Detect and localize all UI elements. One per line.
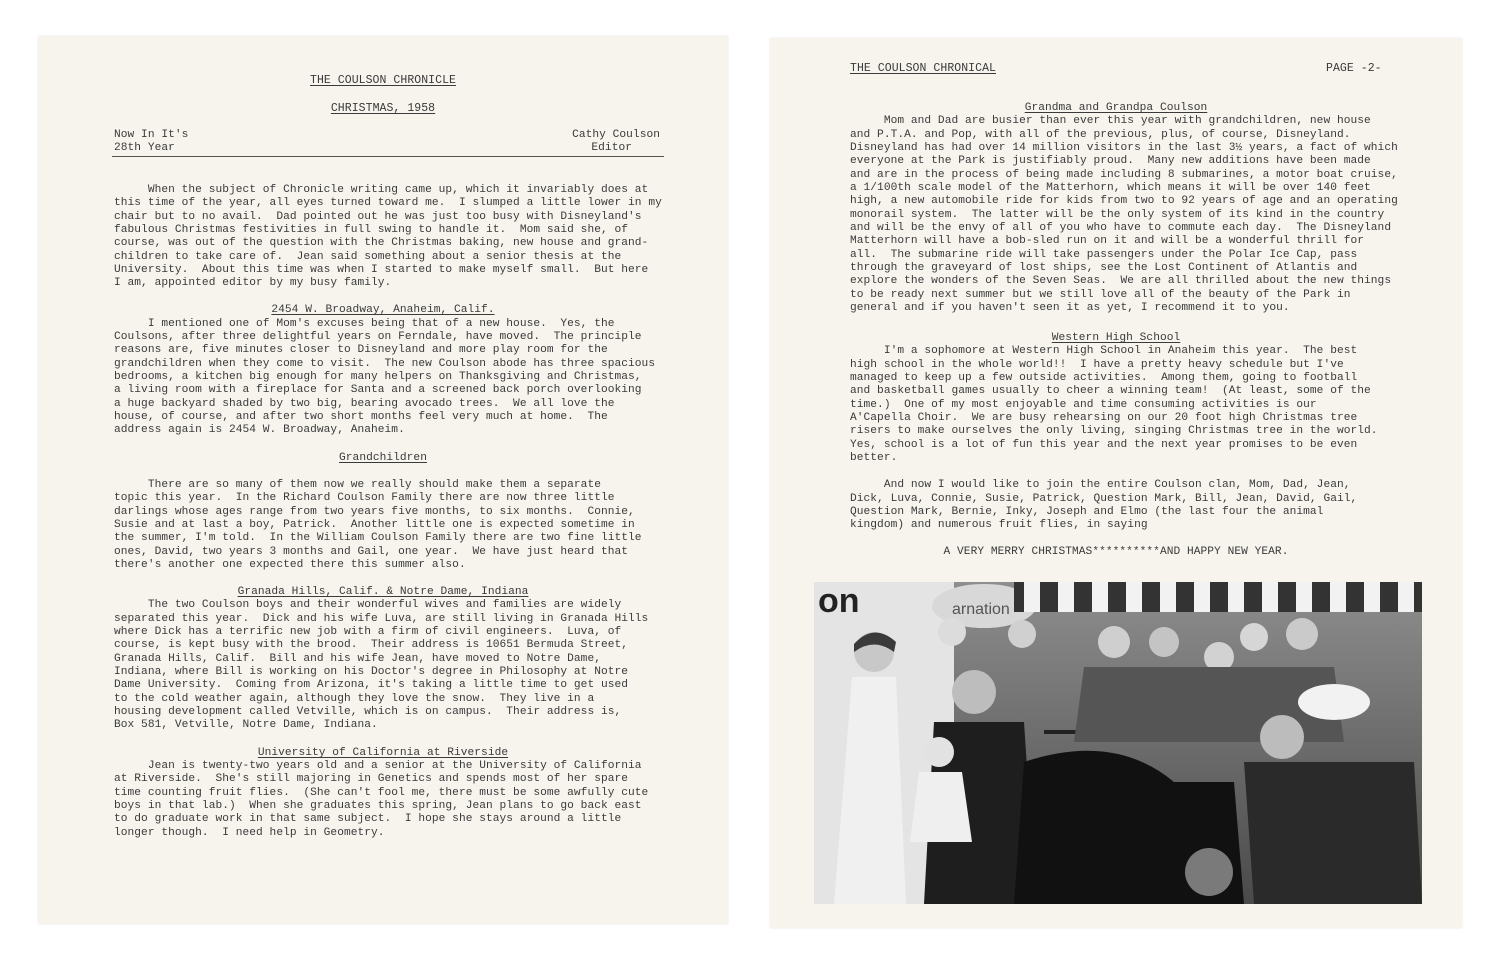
text-line: I'm a sophomore at Western High School in Anaheim this year. The best — [850, 345, 1358, 357]
family-photo — [814, 582, 1422, 904]
newsletter-page-1 — [38, 36, 728, 924]
text-line: Box 581, Vetville, Notre Dame, Indiana. — [114, 719, 378, 731]
text-line: longer though. I need help in Geometry. — [114, 827, 385, 839]
text-line: course, was out of the question with the Christmas baking, new house and grand- — [114, 237, 649, 249]
text-line: chair but to no avail. Dad pointed out he was just too busy with Disneyland's — [114, 211, 642, 223]
text-line: darlings whose ages range from two years five months, to six months. Connie, — [114, 506, 635, 518]
text-line: and will be the envy of all of you who have to commute each day. The Disneyland — [850, 222, 1392, 234]
text-line: a living room with a fireplace for Santa and a screened back porch overlooking — [114, 384, 642, 396]
text-line: to the cold weather again, although they love the snow. They live in a — [114, 693, 595, 705]
text-line: time.) One of my most enjoyable and time consuming activities is our — [850, 399, 1317, 411]
text-line: bedrooms, a kitchen big enough for many helpers on Thanksgiving and Christmas, — [114, 371, 642, 383]
volume-line-1: Now In It's — [114, 129, 189, 141]
holiday-greeting: A VERY MERRY CHRISTMAS**********AND HAPPY NEW YEAR. — [943, 546, 1289, 558]
text-line: grandchildren when they come to visit. The new Coulson abode has three spacious — [114, 358, 656, 370]
text-line: reasons are, five minutes closer to Disneyland and more play room for the — [114, 344, 608, 356]
text-line: risers to make ourselves the only living, singing Christmas tree in the world. — [850, 425, 1378, 437]
photo-sign-text: on — [818, 582, 860, 620]
text-line: managed to keep up a few outside activities. Among them, going to football — [850, 372, 1358, 384]
text-line: Granada Hills, Calif. Bill and his wife Jean, have moved to Notre Dame, — [114, 653, 601, 665]
text-line: The two Coulson boys and their wonderful wives and families are widely — [114, 599, 622, 611]
newsletter-date: CHRISTMAS, 1958 — [330, 102, 436, 115]
text-line: high school in the whole world!! I have a pretty heavy schedule but I've — [850, 359, 1344, 371]
text-line: Indiana, where Bill is working on his Doctor's degree in Philosophy at Notre — [114, 666, 629, 678]
text-line: Susie and at last a boy, Patrick. Another little one is expected sometime in — [114, 519, 635, 531]
text-line: kingdom) and numerous fruit flies, in saying — [850, 519, 1148, 531]
text-line: at Riverside. She's still majoring in Genetics and spends most of her spare — [114, 773, 629, 785]
text-line: children to take care of. Jean said something about a senior thesis at the — [114, 251, 622, 263]
text-line: Dame University. Coming from Arizona, it's taking a little time to get used — [114, 679, 629, 691]
text-line: to be ready next summer but we still love all of the beauty of the Park in — [850, 289, 1351, 301]
text-line: And now I would like to join the entire Coulson clan, Mom, Dad, Jean, — [850, 479, 1351, 491]
text-line: this time of the year, all eyes turned toward me. I slumped a little lower in my — [114, 197, 662, 209]
text-line: A'Capella Choir. We are busy rehearsing on our 20 foot high Christmas tree — [850, 412, 1358, 424]
text-line: there's another one expected there this summer also. — [114, 559, 466, 571]
section-heading: Grandchildren — [339, 452, 427, 464]
newsletter-title: THE COULSON CHRONICLE — [310, 74, 456, 87]
text-line: monorail system. The latter will be the only system of its kind in the country — [850, 209, 1385, 221]
text-line: everyone at the Park is justifiably proud. Many new additions have been made — [850, 155, 1371, 167]
text-line: the summer, I'm told. In the William Coulson Family there are two fine little — [114, 532, 642, 544]
page-number: PAGE -2- — [1326, 62, 1382, 75]
text-line: better. — [850, 452, 898, 464]
editor-name: Cathy Coulson — [572, 129, 660, 141]
text-line: course, is kept busy with the brood. Their address is 10651 Bermuda Street, — [114, 639, 629, 651]
text-line: where Dick has a terrific new job with a firm of civil engineers. Luva, of — [114, 626, 622, 638]
text-line: I am, appointed editor by my busy family. — [114, 277, 392, 289]
text-line: general and if you haven't seen it as yet, I recommend it to you. — [850, 302, 1290, 314]
text-line: and basketball games usually to cheer a winning team! (At least, some of the — [850, 385, 1371, 397]
text-line: a 1/100th scale model of the Matterhorn, which means it will be over 140 feet — [850, 182, 1371, 194]
text-line: I mentioned one of Mom's excuses being that of a new house. Yes, the — [114, 318, 615, 330]
header-rule — [112, 156, 664, 157]
text-line: University. About this time was when I started to make myself small. But here — [114, 264, 649, 276]
text-line: and are in the process of being made including 8 submarines, a motor boat cruise, — [850, 169, 1398, 181]
text-line: house, of course, and after two short months feel very much at home. The — [114, 411, 608, 423]
text-line: a huge backyard shaded by two big, bearing avocado trees. We all love the — [114, 398, 615, 410]
section-heading: Grandma and Grandpa Coulson — [1024, 102, 1208, 114]
text-line: There are so many of them now we really should make them a separate — [114, 479, 601, 491]
photo-sign-text: arnation — [952, 601, 1010, 618]
text-line: separated this year. Dick and his wife Luva, are still living in Granada Hills — [114, 613, 649, 625]
text-line: Disneyland has had over 14 million visitors in the last 3½ years, a fact of which — [850, 142, 1398, 154]
section-heading: University of California at Riverside — [257, 747, 509, 759]
newsletter-page-2 — [770, 38, 1462, 928]
text-line: all. The submarine ride will take passengers under the Polar Ice Cap, pass — [850, 249, 1358, 261]
newsletter-title: THE COULSON CHRONICAL — [850, 62, 996, 75]
text-line: boys in that lab.) When she graduates this spring, Jean plans to go back east — [114, 800, 642, 812]
editor-label: Editor — [591, 142, 632, 154]
text-line: Yes, school is a lot of fun this year and the next year promises to be even — [850, 439, 1358, 451]
text-line: When the subject of Chronicle writing came up, which it invariably does at — [114, 184, 649, 196]
text-line: Matterhorn will have a bob-sled run on it and will be a wonderful thrill for — [850, 235, 1365, 247]
text-line: time counting fruit flies. (She can't fool me, there must be some awfully cute — [114, 787, 649, 799]
text-line: to do graduate work in that same subject. I hope she stays around a little — [114, 813, 622, 825]
text-line: explore the wonders of the Seven Seas. We are all thrilled about the new things — [850, 275, 1392, 287]
text-line: ones, David, two years 3 months and Gail, one year. We have just heard that — [114, 546, 629, 558]
section-heading: Granada Hills, Calif. & Notre Dame, Indiana — [237, 586, 529, 598]
text-line: and P.T.A. and Pop, with all of the previous, plus, of course, Disneyland. — [850, 129, 1351, 141]
section-heading: Western High School — [1051, 332, 1181, 344]
text-line: fabulous Christmas festivities in full swing to handle it. Mom said she, of — [114, 224, 629, 236]
text-line: Coulsons, after three delightful years on Ferndale, have moved. The principle — [114, 331, 642, 343]
text-line: high, a new automobile ride for kids from two to 92 years of age and an operating — [850, 195, 1398, 207]
text-line: Jean is twenty-two years old and a senior at the University of California — [114, 760, 642, 772]
text-line: housing development called Vetville, which is on campus. Their address is, — [114, 706, 622, 718]
text-line: Dick, Luva, Connie, Susie, Patrick, Question Mark, Bill, Jean, David, Gail, — [850, 493, 1358, 505]
text-line: Question Mark, Bernie, Inky, Joseph and Elmo (the last four the animal — [850, 506, 1324, 518]
section-heading: 2454 W. Broadway, Anaheim, Calif. — [271, 304, 495, 316]
text-line: topic this year. In the Richard Coulson Family there are now three little — [114, 492, 615, 504]
text-line: address again is 2454 W. Broadway, Anaheim. — [114, 424, 405, 436]
volume-line-2: 28th Year — [114, 142, 175, 154]
text-line: through the graveyard of lost ships, see the Lost Continent of Atlantis and — [850, 262, 1358, 274]
text-line: Mom and Dad are busier than ever this year with grandchildren, new house — [850, 115, 1371, 127]
